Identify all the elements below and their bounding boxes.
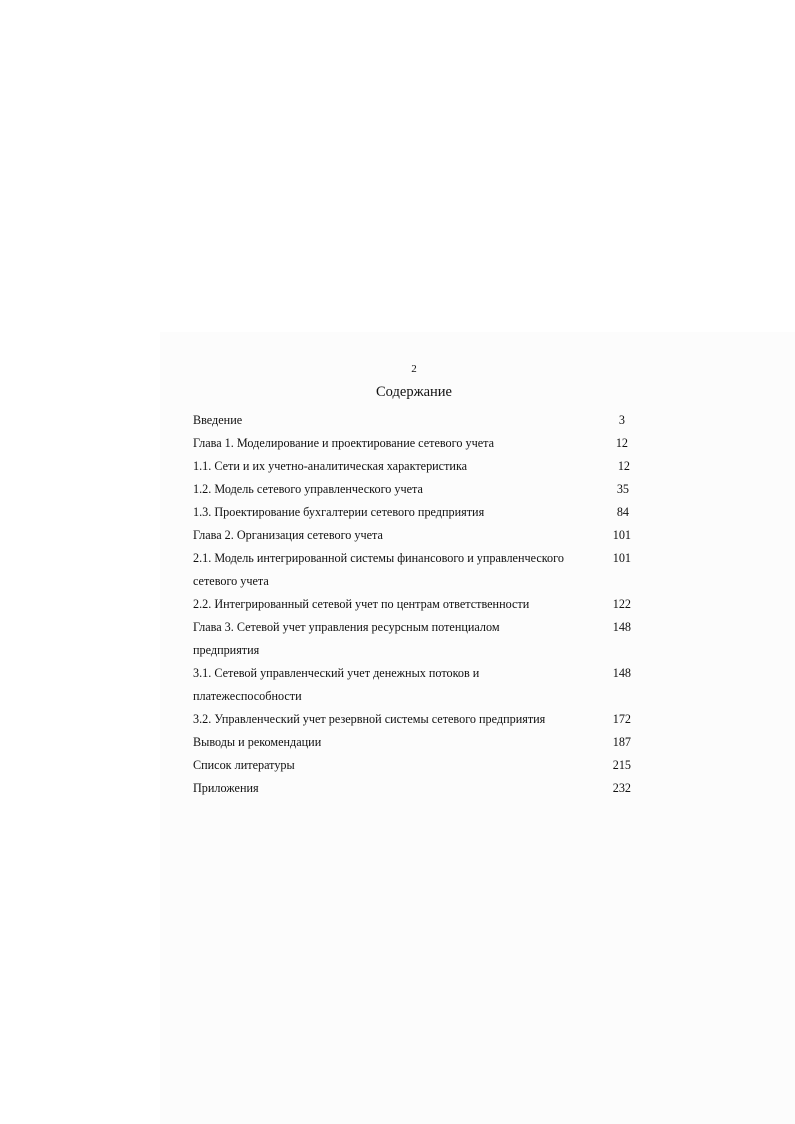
toc-entry-section-1-2 — [193, 478, 633, 501]
toc-entry-page: 172 — [612, 712, 631, 726]
toc-entry-chapter-2 — [193, 524, 633, 547]
toc-entry-page: 215 — [612, 758, 631, 772]
toc-entry-text: 2.2. Интегрированный сетевой учет по центрам ответственности — [193, 597, 530, 611]
page-number: 2 — [411, 363, 417, 375]
toc-entry-page: 101 — [612, 551, 631, 565]
toc-entry-section-2-1 — [193, 547, 633, 593]
toc-entry-page: 232 — [612, 781, 631, 795]
toc-entry-appendices — [193, 777, 633, 800]
toc-entry-introduction — [193, 409, 633, 432]
toc-entry-references — [193, 754, 633, 777]
toc-entry-text: Глава 1. Моделирование и проектирование сетевого учета — [193, 436, 494, 450]
toc-entry-page: 148 — [612, 620, 631, 634]
toc-entry-text: Приложения — [193, 781, 259, 795]
toc-entry-text: Глава 3. Сетевой учет управления ресурсным потенциалом — [193, 620, 500, 634]
toc-title: Содержание — [376, 384, 452, 400]
toc-entry-page: 187 — [612, 735, 631, 749]
toc-entry-text: 1.2. Модель сетевого управленческого учета — [193, 482, 423, 496]
toc-entry-text: 2.1. Модель интегрированной системы финансового и управленческого — [193, 551, 564, 565]
toc-entry-page: 35 — [616, 482, 629, 496]
toc-entry-text: 1.3. Проектирование бухгалтерии сетевого предприятия — [193, 505, 485, 519]
toc-entry-text: Глава 2. Организация сетевого учета — [193, 528, 383, 542]
toc-entry-section-3-2 — [193, 708, 633, 731]
toc-entry-text: 3.1. Сетевой управленческий учет денежных потоков и — [193, 666, 480, 680]
toc-entry-page: 101 — [612, 528, 631, 542]
toc-entry-section-1-3 — [193, 501, 633, 524]
toc-entry-page: 148 — [612, 666, 631, 680]
toc-entry-section-1-1 — [193, 455, 633, 478]
toc-entry-page: 84 — [616, 505, 629, 519]
table-of-contents — [193, 409, 633, 800]
toc-entry-chapter-3 — [193, 616, 633, 662]
toc-entry-chapter-1 — [193, 432, 633, 455]
toc-entry-page: 122 — [612, 597, 631, 611]
toc-entry-page: 3 — [618, 413, 625, 427]
toc-entry-text: Список литературы — [193, 758, 295, 772]
toc-entry-page: 12 — [617, 459, 630, 473]
toc-entry-section-2-2 — [193, 593, 633, 616]
toc-entry-section-3-1 — [193, 662, 633, 708]
toc-entry-text-continuation: предприятия — [193, 643, 260, 657]
toc-entry-text-continuation: платежеспособности — [193, 689, 302, 703]
toc-entry-conclusions — [193, 731, 633, 754]
toc-entry-text: Введение — [193, 413, 243, 427]
toc-entry-text: 1.1. Сети и их учетно-аналитическая характеристика — [193, 459, 468, 473]
toc-entry-page: 12 — [615, 436, 628, 450]
toc-entry-text-continuation: сетевого учета — [193, 574, 269, 588]
toc-entry-text: Выводы и рекомендации — [193, 735, 322, 749]
toc-entry-text: 3.2. Управленческий учет резервной системы сетевого предприятия — [193, 712, 546, 726]
